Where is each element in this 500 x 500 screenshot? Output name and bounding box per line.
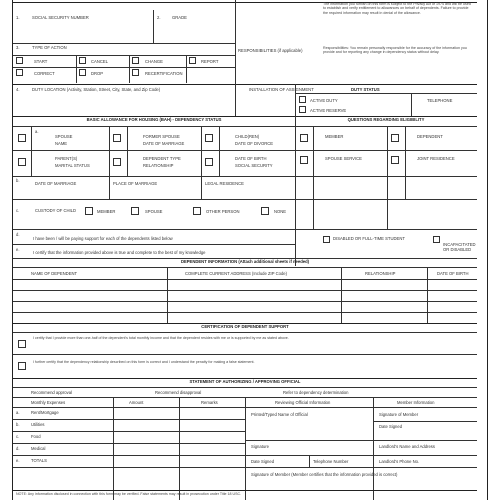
- official-phone-label: Telephone Number: [313, 459, 349, 464]
- responsibilities-paragraph: Responsibilities: You remain personally responsible for the accuracy of the information you provide and for reporting any change in dependency status without delay.: [323, 46, 467, 55]
- type-start-label: START: [34, 59, 48, 64]
- field-number: 4.: [16, 87, 20, 92]
- col-dob: DATE OF BIRTH: [437, 271, 469, 276]
- incapacitated-checkbox[interactable]: [433, 236, 440, 243]
- divider: [235, 0, 236, 84]
- custody-other-checkbox[interactable]: [193, 207, 201, 215]
- member-signature-label: Signature of Member: [379, 412, 419, 417]
- custody-none-checkbox[interactable]: [261, 207, 269, 215]
- dependent-type-checkbox[interactable]: [113, 158, 121, 166]
- cert-2-checkbox[interactable]: [18, 362, 26, 370]
- official-name-label: Printed/Typed Name of Official: [251, 412, 308, 417]
- disabled-student-label: DISABLED OR FULL-TIME STUDENT: [333, 236, 405, 241]
- custody-none-label: NONE: [274, 209, 287, 214]
- responsibilities-label: RESPONSIBILITIES (if applicable): [238, 48, 303, 53]
- expense-food: Food: [31, 434, 41, 439]
- col-address: COMPLETE CURRENT ADDRESS (Include ZIP Code): [185, 271, 288, 276]
- dependent-checkbox[interactable]: [391, 134, 399, 142]
- rule: [373, 421, 477, 422]
- date-of-marriage-label: DATE OF MARRIAGE: [35, 181, 77, 186]
- field-number: c.: [16, 208, 20, 213]
- legal-residence-label: LEGAL RESIDENCE: [205, 181, 244, 186]
- former-spouse-checkbox[interactable]: [113, 134, 121, 142]
- rule: [13, 199, 295, 200]
- footer-signature-label: Signature of Member (Member certifies that the information provided is correct): [251, 472, 398, 477]
- field-number: 1.: [16, 15, 20, 20]
- section-2-heading: CERTIFICATION OF DEPENDENT SUPPORT: [201, 324, 289, 329]
- rule: [13, 455, 245, 456]
- cert-1-checkbox[interactable]: [18, 340, 26, 348]
- incapacitated-label: INCAPACITATED OR DISABLED: [443, 242, 476, 252]
- former-spouse-label: FORMER SPOUSE: [143, 134, 180, 139]
- custody-member-checkbox[interactable]: [85, 207, 93, 215]
- grade-label: GRADE: [172, 15, 187, 20]
- divider: [373, 397, 374, 500]
- divider: [109, 126, 110, 176]
- section-2-header: [13, 324, 477, 332]
- custody-member-label: MEMBER: [97, 209, 116, 214]
- divider: [153, 10, 154, 43]
- field-number: 3.: [16, 45, 20, 50]
- rule: [13, 267, 477, 268]
- dependent-info-heading: DEPENDENT INFORMATION (Attach additional sheets if needed): [180, 259, 310, 264]
- rule: [13, 84, 477, 85]
- rule: [13, 43, 235, 44]
- support-line-a: I have been / will be paying support for each of the dependents listed below: [33, 236, 173, 241]
- field-number: d.: [16, 232, 20, 237]
- expense-rent: Rent/Mortgage: [31, 410, 59, 415]
- privacy-paragraph: The information you furnish on this form is subject to the Privacy Act of 1974 and will be used to establish and verify entitlement to allowances on behalf of dependents. Failure to provide the required information may result in denial of the allowance.: [323, 2, 471, 15]
- field-number: c.: [16, 434, 20, 439]
- type-cancel-checkbox[interactable]: [79, 57, 86, 64]
- installation-label: INSTALLATION OF ASSIGNMENT: [249, 87, 314, 92]
- spouse-checkbox[interactable]: [18, 134, 26, 142]
- divider: [411, 93, 412, 116]
- telephone-label: TELEPHONE: [427, 98, 453, 103]
- active-duty-checkbox[interactable]: [299, 96, 306, 103]
- field-number: 2.: [157, 15, 161, 20]
- rule: [373, 455, 477, 456]
- dependent-label: DEPENDENT: [417, 134, 443, 139]
- col-relationship: RELATIONSHIP: [365, 271, 396, 276]
- divider: [295, 84, 296, 116]
- active-reserve-checkbox[interactable]: [299, 106, 306, 113]
- divider: [127, 126, 128, 176]
- field-number: b.: [16, 178, 20, 183]
- names-header: [13, 259, 477, 267]
- rule: [245, 440, 373, 441]
- type-correct-checkbox[interactable]: [16, 69, 23, 76]
- divider: [201, 176, 202, 199]
- divider: [313, 199, 314, 229]
- rule: [13, 150, 295, 151]
- parent-sub: MARITAL STATUS: [55, 163, 90, 168]
- cert-2-text: I further certify that the dependency relationship described on this form is correct and I understand the penalty for making a false statement.: [33, 360, 255, 364]
- rule: [295, 150, 477, 151]
- table-row: [13, 312, 477, 313]
- field-number: b.: [16, 422, 20, 427]
- date-of-birth-label: DATE OF BIRTH: [235, 156, 267, 161]
- divider: [167, 267, 168, 323]
- custody-label: CUSTODY OF CHILD: [35, 208, 77, 213]
- member-date-label: Date Signed: [379, 424, 403, 429]
- recommend-disapproval-label: Recommend disapproval: [155, 390, 202, 395]
- rule: [13, 244, 295, 245]
- duty-status-heading: DUTY STATUS: [351, 87, 380, 92]
- type-recert-label: RECERTIFICATION: [145, 71, 183, 76]
- rule: [13, 443, 245, 444]
- divider: [387, 199, 388, 229]
- children-label: CHILD(REN): [235, 134, 260, 139]
- custody-spouse-checkbox[interactable]: [131, 207, 139, 215]
- custody-spouse-label: SPOUSE: [145, 209, 163, 214]
- active-duty-label: ACTIVE DUTY: [310, 98, 338, 103]
- official-signature-label: Signature: [251, 444, 269, 449]
- place-of-marriage-label: PLACE OF MARRIAGE: [113, 181, 158, 186]
- spouse-service-checkbox[interactable]: [300, 156, 308, 164]
- eligibility-heading: QUESTIONS REGARDING ELIGIBILITY: [347, 117, 425, 122]
- type-report-checkbox[interactable]: [189, 57, 196, 64]
- field-number: a.: [16, 410, 20, 415]
- section-1-heading: BASIC ALLOWANCE FOR HOUSING (BAH) - DEPENDENCY STATUS: [86, 117, 222, 122]
- rule: [13, 387, 477, 388]
- section-3-heading: STATEMENT OF AUTHORIZING / APPROVING OFFICIAL: [189, 379, 301, 384]
- rule: [13, 332, 477, 333]
- expense-utilities: Utilities: [31, 422, 45, 427]
- spouse-sub: NAME: [55, 141, 68, 146]
- dependent-type-label: DEPENDENT TYPE: [143, 156, 181, 161]
- section-1-header: [13, 117, 295, 125]
- recommend-approval-label: Recommend approval: [31, 390, 72, 395]
- type-start-checkbox[interactable]: [16, 57, 23, 64]
- field-number: e.: [16, 247, 20, 252]
- rule: [295, 176, 477, 177]
- rule: [13, 176, 295, 177]
- divider: [76, 55, 77, 83]
- rule: [13, 229, 477, 230]
- divider: [219, 126, 220, 176]
- parent-checkbox[interactable]: [18, 158, 26, 166]
- expense-totals: TOTALS: [31, 458, 47, 463]
- ssn-label: SOCIAL SECURITY NUMBER: [32, 15, 89, 20]
- type-recert-checkbox[interactable]: [132, 69, 139, 76]
- section-3-header: [13, 379, 477, 387]
- rule: [13, 431, 245, 432]
- divider: [387, 126, 388, 199]
- divider: [341, 267, 342, 323]
- disabled-student-checkbox[interactable]: [323, 236, 330, 243]
- children-checkbox[interactable]: [205, 134, 213, 142]
- divider: [201, 126, 202, 176]
- landlord-phone-label: Landlord's Phone No.: [379, 459, 420, 464]
- divider: [295, 116, 296, 266]
- joint-residence-label: JOINT RESIDENCE: [417, 156, 455, 161]
- divider: [309, 455, 310, 467]
- rule: [13, 467, 245, 468]
- type-cancel-label: CANCEL: [91, 59, 108, 64]
- landlord-name-label: Landlord's Name and Address: [379, 444, 435, 449]
- col-amount: Amount: [129, 400, 144, 405]
- field-a: a.: [35, 129, 39, 134]
- custody-other-label: OTHER PERSON: [206, 209, 240, 214]
- rule: [295, 199, 477, 200]
- duty-location-label: DUTY LOCATION (Activity, Station, Street, City, State, and Zip Code): [32, 87, 161, 92]
- cert-1-text: I certify that I provide more than one-half of the dependent's total monthly income and that the dependent resides with me or is supported by me as stated above.: [33, 336, 289, 340]
- rule: [13, 55, 235, 56]
- field-number: e.: [16, 458, 20, 463]
- spouse-service-label: SPOUSE SERVICE: [325, 156, 362, 161]
- children-sub: DATE OF DIVORCE: [235, 141, 274, 146]
- type-change-checkbox[interactable]: [132, 57, 139, 64]
- divider: [313, 126, 314, 199]
- table-row: [13, 290, 477, 291]
- rule: [13, 419, 245, 420]
- divider: [129, 55, 130, 83]
- divider: [186, 55, 187, 83]
- divider: [31, 126, 32, 176]
- joint-residence-checkbox[interactable]: [391, 156, 399, 164]
- divider: [405, 126, 406, 199]
- rule: [245, 467, 477, 468]
- rule: [13, 490, 477, 491]
- dependency-form: [12, 0, 488, 500]
- footer-note: NOTE: Any information disclosed in connection with this form may be verified. False statements may result in prosecution under Title 18 USC.: [16, 492, 242, 496]
- type-drop-checkbox[interactable]: [79, 69, 86, 76]
- field-number: d.: [16, 446, 20, 451]
- refer-label: Refer to dependency determination: [283, 390, 349, 395]
- divider: [109, 176, 110, 199]
- ssn-sub-label: SOCIAL SECURITY: [235, 163, 273, 168]
- former-spouse-sub: DATE OF MARRIAGE: [143, 141, 185, 146]
- type-of-action-label: TYPE OF ACTION: [32, 45, 67, 50]
- col-monthly-expenses: Monthly Expenses: [31, 400, 66, 405]
- type-correct-label: CORRECT: [34, 71, 55, 76]
- official-date-label: Date Signed: [251, 459, 275, 464]
- type-drop-label: DROP: [91, 71, 104, 76]
- table-row: [13, 301, 477, 302]
- rule: [295, 93, 477, 94]
- active-reserve-label: ACTIVE RESERVE: [310, 108, 347, 113]
- eligibility-header: [295, 117, 477, 125]
- expense-medical: Medical: [31, 446, 46, 451]
- rule: [373, 440, 477, 441]
- divider: [427, 267, 428, 323]
- divider: [179, 397, 180, 500]
- rule: [13, 279, 477, 280]
- col-member-info: Member Information: [397, 400, 435, 405]
- col-official-info: Reviewing Official Information: [275, 400, 331, 405]
- parent-label: PARENT(S): [55, 156, 78, 161]
- member-checkbox[interactable]: [300, 134, 308, 142]
- spouse-label: SPOUSE: [55, 134, 73, 139]
- birth-checkbox[interactable]: [205, 158, 213, 166]
- support-line-b: I certify that the information provided above is true and complete to the best of my knowledge: [33, 250, 206, 255]
- relationship-label: RELATIONSHIP: [143, 163, 174, 168]
- rule: [13, 354, 477, 355]
- type-report-label: REPORT: [201, 59, 219, 64]
- member-label: MEMBER: [325, 134, 344, 139]
- type-change-label: CHANGE: [145, 59, 163, 64]
- col-name: NAME OF DEPENDENT: [31, 271, 78, 276]
- rule: [13, 67, 235, 68]
- col-remarks: Remarks: [201, 400, 218, 405]
- divider: [113, 397, 114, 500]
- divider: [235, 84, 236, 116]
- rule: [13, 126, 477, 127]
- divider: [245, 397, 246, 500]
